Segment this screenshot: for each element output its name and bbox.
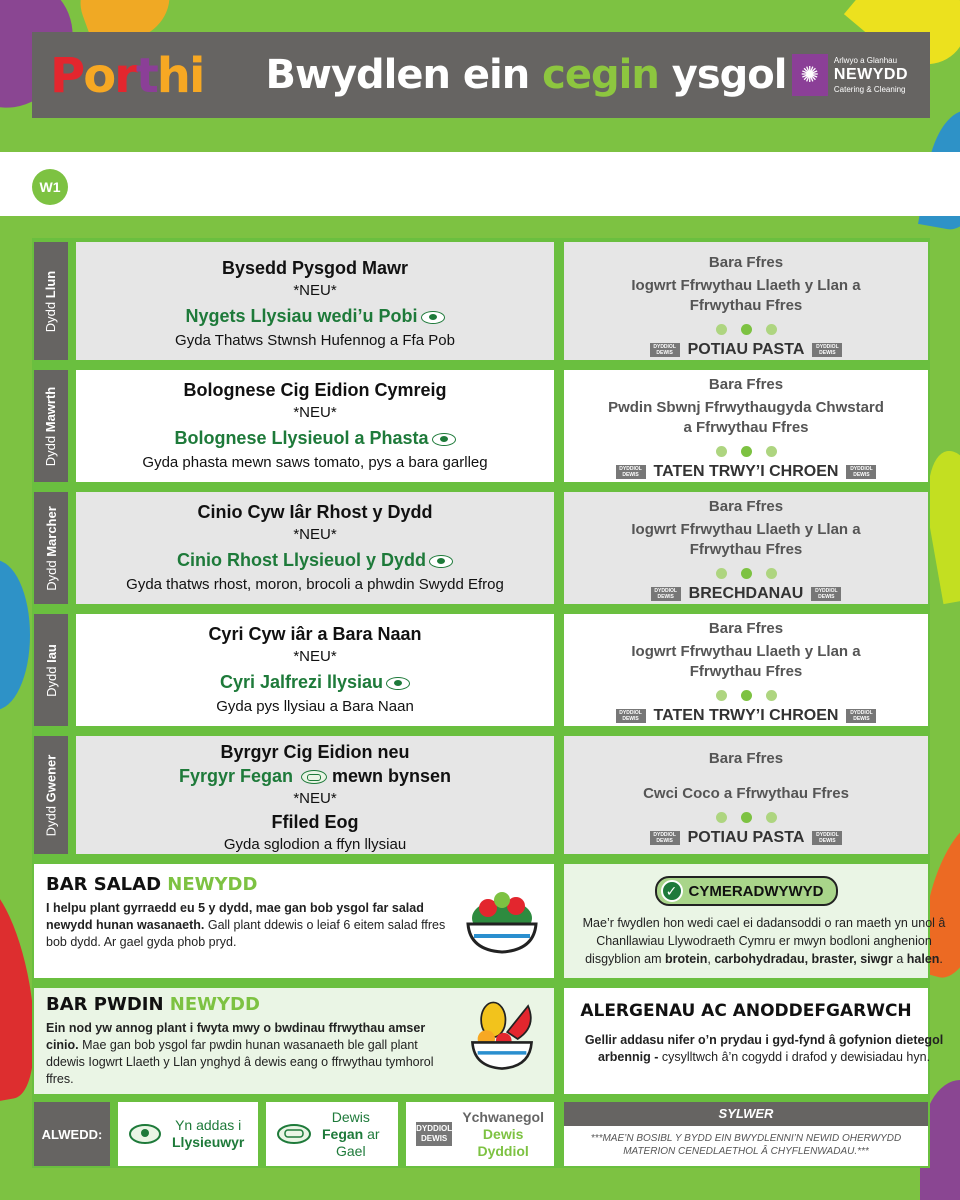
meal-friday: Byrgyr Cig Eidion neu Fyrgyr Fegan mewn bynsen *NEU* Ffiled Eog Gyda sglodion a ffyn llysiau	[76, 736, 554, 854]
vegetarian-icon	[432, 433, 456, 446]
dessert-wednesday: Bara Ffres Iogwrt Ffrwythau Llaeth y Llan a Ffrwythau Ffres DYDDIOL DEWIS BRECHDANAU DYDDIOL DEWIS	[564, 492, 928, 604]
key-extra: DYDDIOL DEWIS Ychwanegol Dewis Dyddiol	[406, 1102, 554, 1166]
dewis-dyddiol-icon: DYDDIOL DEWIS	[811, 587, 841, 601]
dewis-dyddiol-icon: DYDDIOL DEWIS	[846, 465, 876, 479]
dewis-dyddiol-icon: DYDDIOL DEWIS	[812, 343, 842, 357]
dewis-dyddiol-icon: DYDDIOL DEWIS	[650, 831, 680, 845]
key-vegan: Dewis Fegan ar Gael	[266, 1102, 398, 1166]
vegetarian-icon	[421, 311, 445, 324]
dots-divider	[564, 446, 928, 457]
vegan-icon	[276, 1123, 312, 1145]
allergy-text: Gellir addasu nifer o’n prydau i gyd-fynd â gofynion dietegol arbennig - cysylltwch â’n cogydd i drafod y dewisiadau hyn.	[584, 1033, 944, 1064]
meal-thursday: Cyri Cyw iâr a Bara Naan *NEU* Cyri Jalfrezi llysiau Gyda pys llysiau a Bara Naan	[76, 614, 554, 726]
dessert-tuesday: Bara Ffres Pwdin Sbwnj Ffrwythaugyda Chwstard a Ffrwythau Ffres DYDDIOL DEWIS TATEN TRWY’I CHROEN DYDDIOL DEWIS	[564, 370, 928, 482]
meal-monday: Bysedd Pysgod Mawr *NEU* Nygets Llysiau wedi’u Pobi Gyda Thatws Stwnsh Hufennog a Ffa Pob	[76, 242, 554, 360]
porthi-logo	[32, 32, 204, 118]
vegetarian-icon	[128, 1123, 162, 1145]
approved-badge: ✓ CYMERADWYWYD	[655, 876, 838, 906]
dots-divider	[564, 812, 928, 823]
dots-divider	[564, 324, 928, 335]
vegan-icon	[301, 770, 327, 784]
page-title: Bwydlen ein cegin ysgol	[265, 52, 787, 98]
note-text: ***MAE’N BOSIBL Y BYDD EIN BWYDLENNI’N NEWID OHERWYDD MATERION CENEDLAETHOL Â CHYFLENWADAU.***	[564, 1126, 928, 1166]
day-tab-monday: Dydd Llun	[34, 242, 68, 360]
vegetarian-icon	[386, 677, 410, 690]
day-tab-thursday: Dydd Iau	[34, 614, 68, 726]
key-label: ALWEDD:	[34, 1102, 110, 1166]
salad-bowl-icon	[462, 878, 542, 958]
dewis-dyddiol-icon: DYDDIOL DEWIS	[846, 709, 876, 723]
bg-leaf-blue-left	[0, 560, 30, 710]
dots-divider	[564, 690, 928, 701]
pudding-bar-title: BAR PWDIN NEWYDD	[46, 994, 260, 1015]
week-badge: W1	[32, 169, 68, 205]
meal-tuesday: Bolognese Cig Eidion Cymreig *NEU* Bolognese Llysieuol a Phasta Gyda phasta mewn saws tomato, pys a bara garlleg	[76, 370, 554, 482]
key-vegetarian: Yn addas i Llysieuwyr	[118, 1102, 258, 1166]
dewis-dyddiol-icon: DYDDIOL DEWIS	[416, 1122, 452, 1146]
allergy-box	[564, 988, 944, 1094]
pudding-bar-text: Ein nod yw annog plant i fwyta mwy o bwdinau ffrwythau amser cinio. Mae gan bob ysgol far pwdin hunan wasanaeth ble gall plant ddewis Iogwrt Llaeth y Llan ynghyd â dewis eang o ffrwythau tymhorol ffres.	[46, 1021, 434, 1086]
dessert-monday: Bara Ffres Iogwrt Ffrwythau Llaeth y Llan a Ffrwythau Ffres DYDDIOL DEWIS POTIAU PASTA DYDDIOL DEWIS	[564, 242, 928, 360]
day-tab-wednesday: Dydd Marcher	[34, 492, 68, 604]
day-tab-tuesday: Dydd Mawrth	[34, 370, 68, 482]
dewis-dyddiol-icon: DYDDIOL DEWIS	[616, 465, 646, 479]
header-bar	[32, 32, 930, 118]
dessert-thursday: Bara Ffres Iogwrt Ffrwythau Llaeth y Llan a Ffrwythau Ffres DYDDIOL DEWIS TATEN TRWY’I CHROEN DYDDIOL DEWIS	[564, 614, 928, 726]
pudding-bar-box	[34, 988, 554, 1094]
newydd-brand: ✺ Arlwyo a Glanhau NEWYDD Catering & Cleaning	[792, 54, 908, 96]
logo-text: Porthi	[50, 48, 204, 104]
vegetarian-icon	[429, 555, 453, 568]
fruit-bowl-icon	[462, 992, 542, 1072]
approved-box	[564, 864, 946, 978]
day-tab-friday: Dydd Gwener	[34, 736, 68, 854]
newydd-logo-icon: ✺	[792, 54, 828, 96]
approved-text: Mae’r fwydlen hon wedi cael ei dadansoddi o ran maeth yn unol â Chanllawiau Llywodraeth Cymru er mwyn bodloni anghenion disgyblion am brotein, carbohydradau, braster, siwgr a halen.	[582, 916, 946, 966]
dots-divider	[564, 568, 928, 579]
check-icon: ✓	[661, 880, 683, 902]
dewis-dyddiol-icon: DYDDIOL DEWIS	[616, 709, 646, 723]
dessert-friday: Bara Ffres Cwci Coco a Ffrwythau Ffres DYDDIOL DEWIS POTIAU PASTA DYDDIOL DEWIS	[564, 736, 928, 854]
dewis-dyddiol-icon: DYDDIOL DEWIS	[651, 587, 681, 601]
allergy-title: ALERGENAU AC ANODDEFGARWCH	[580, 1001, 912, 1021]
note-title: SYLWER	[564, 1102, 928, 1126]
dewis-dyddiol-icon: DYDDIOL DEWIS	[812, 831, 842, 845]
meal-wednesday: Cinio Cyw Iâr Rhost y Dydd *NEU* Cinio Rhost Llysieuol y Dydd Gyda thatws rhost, moron, brocoli a phwdin Swydd Efrog	[76, 492, 554, 604]
salad-bar-title: BAR SALAD NEWYDD	[46, 874, 258, 895]
salad-bar-box	[34, 864, 554, 978]
week-band	[0, 152, 960, 216]
salad-bar-text: I helpu plant gyrraedd eu 5 y dydd, mae gan bob ysgol far salad newydd hunan wasanaeth. Gall plant ddewis o leiaf 6 eitem salad ffres bob dydd. Ar gael gyda phob pryd.	[46, 901, 446, 949]
dewis-dyddiol-icon: DYDDIOL DEWIS	[650, 343, 680, 357]
